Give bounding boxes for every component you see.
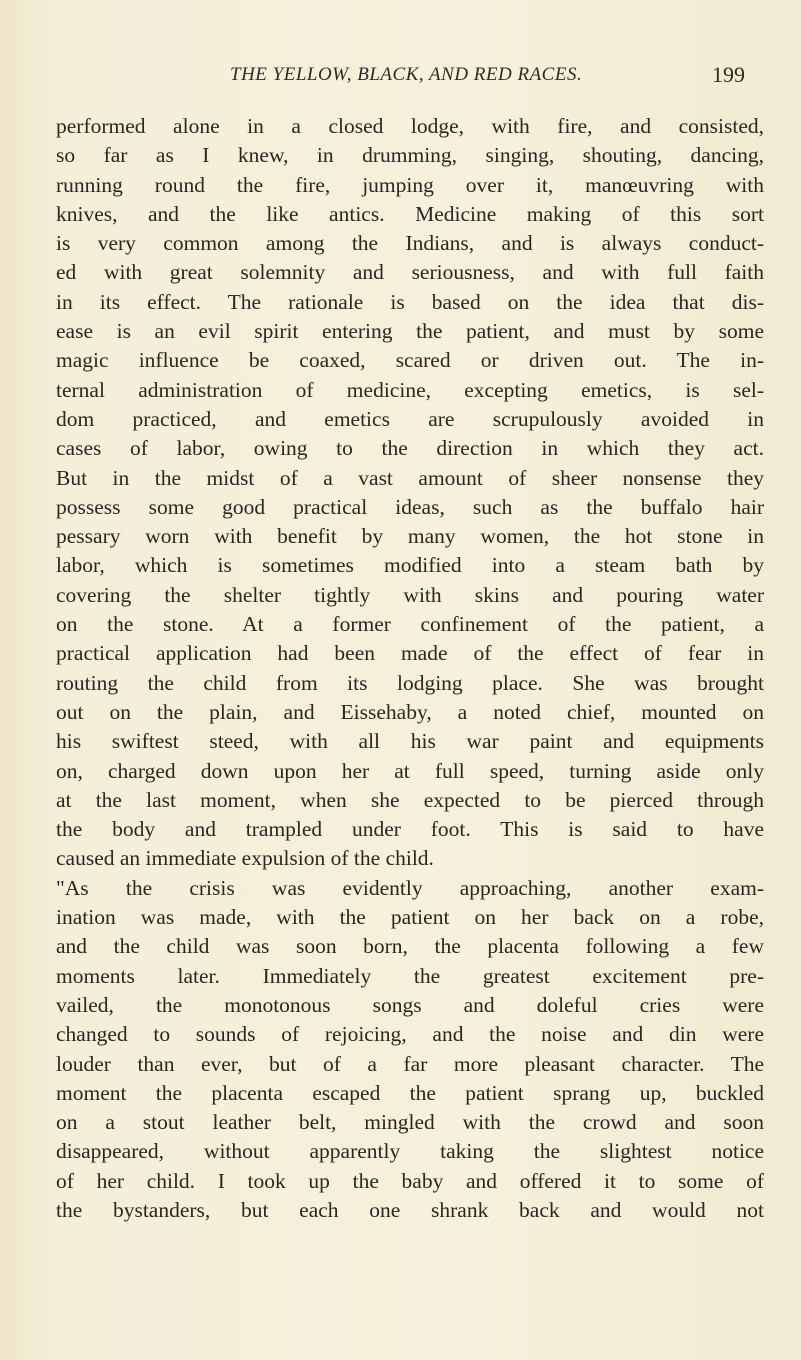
text-line: of her child. I took up the baby and offered it to some of: [56, 1168, 764, 1193]
text-line: at the last moment, when she expected to be pierced through: [56, 787, 764, 812]
text-line: routing the child from its lodging place. She was brought: [56, 670, 764, 695]
text-line: caused an immediate expulsion of the child.: [56, 846, 434, 871]
text-line: But in the midst of a vast amount of sheer nonsense they: [56, 465, 764, 490]
text-line: dom practiced, and emetics are scrupulously avoided in: [56, 406, 764, 431]
text-line: cases of labor, owing to the direction in which they act.: [56, 436, 764, 461]
text-line: louder than ever, but of a far more pleasant character. The: [56, 1051, 764, 1076]
text-line: pessary worn with benefit by many women, the hot stone in: [56, 524, 764, 549]
text-line: the body and trampled under foot. This is said to have: [56, 817, 764, 842]
text-line: changed to sounds of rejoicing, and the noise and din were: [56, 1022, 764, 1047]
text-line: possess some good practical ideas, such as the buffalo hair: [56, 494, 764, 519]
text-line: and the child was soon born, the placenta following a few: [56, 934, 764, 959]
text-line: moments later. Immediately the greatest excitement pre-: [56, 963, 764, 988]
body-text: [56, 112, 764, 1225]
text-line: knives, and the like antics. Medicine making of this sort: [56, 201, 764, 226]
text-line: on, charged down upon her at full speed, turning aside only: [56, 758, 764, 783]
text-line: ed with great solemnity and seriousness, and with full faith: [56, 260, 764, 285]
text-line: practical application had been made of the effect of fear in: [56, 641, 764, 666]
text-line: in its effect. The rationale is based on the idea that dis-: [56, 289, 764, 314]
text-line: moment the placenta escaped the patient sprang up, buckled: [56, 1080, 764, 1105]
text-line: labor, which is sometimes modified into a steam bath by: [56, 553, 764, 578]
text-line: ination was made, with the patient on her back on a robe,: [56, 905, 764, 930]
running-header: THE YELLOW, BLACK, AND RED RACES.: [230, 64, 583, 85]
text-line: magic influence be coaxed, scared or driven out. The in-: [56, 348, 764, 373]
text-line: out on the plain, and Eissehaby, a noted chief, mounted on: [56, 699, 764, 724]
text-line: on the stone. At a former confinement of the patient, a: [56, 612, 764, 637]
text-line: disappeared, without apparently taking the slightest notice: [56, 1139, 764, 1164]
text-line: covering the shelter tightly with skins and pouring water: [56, 582, 764, 607]
text-line: performed alone in a closed lodge, with fire, and consisted,: [56, 114, 764, 138]
text-line: on a stout leather belt, mingled with the crowd and soon: [56, 1110, 764, 1135]
text-line: the bystanders, but each one shrank back and would not: [56, 1197, 764, 1222]
text-line: running round the fire, jumping over it, manœuvring with: [56, 172, 764, 197]
page-number: 199: [712, 62, 745, 87]
text-line: so far as I knew, in drumming, singing, shouting, dancing,: [56, 143, 764, 168]
text-line: "As the crisis was evidently approaching, another exam-: [56, 875, 764, 900]
text-line: vailed, the monotonous songs and doleful cries were: [56, 992, 764, 1017]
text-line: is very common among the Indians, and is always conduct-: [56, 231, 764, 256]
text-line: his swiftest steed, with all his war paint and equipments: [56, 729, 764, 754]
text-line: ternal administration of medicine, excepting emetics, is sel-: [56, 377, 764, 402]
text-line: ease is an evil spirit entering the patient, and must by some: [56, 319, 764, 344]
